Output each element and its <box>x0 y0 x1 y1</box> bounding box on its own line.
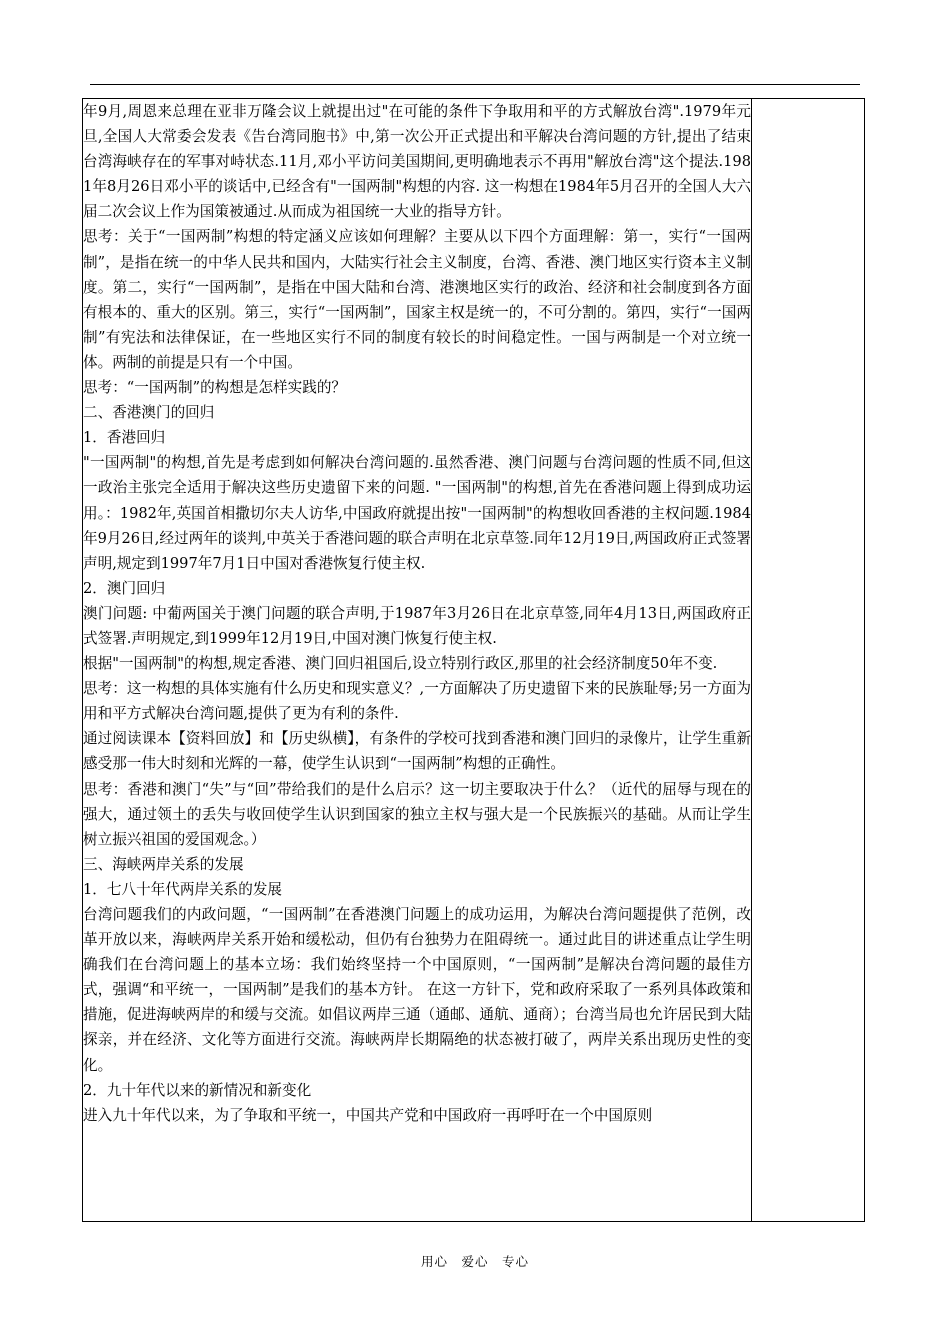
paragraph-think-lessons: 思考：香港和澳门“失”与“回”带给我们的是什么启示？这一切主要取决于什么？（近代的屈辱与现在的强大，通过领土的丢失与收回使学生认识到国家的独立主权与强大是一个民族振兴的基础。从而让学生树立振兴祖国的爱国观念。） <box>83 780 751 848</box>
section-heading-cross-strait: 三、海峡两岸关系的发展 <box>83 855 244 873</box>
page-footer: 用心 爱心 专心 <box>420 1254 529 1269</box>
paragraph-think-one-country-meaning: 思考：关于“一国两制”构想的特定涵义应该如何理解？主要从以下四个方面理解：第一，实行“一国两制”，是指在统一的中华人民共和国内，大陆实行社会主义制度，台湾、香港、澳门地区实行资本主义制度。第二，实行“一国两制”，是指在中国大陆和台湾、港澳地区实行的政治、经济和社会制度到各方面有根本的、重大的区别。第三，实行“一国两制”，国家主权是统一的，不可分割的。第四，实行“一国两制”有宪法和法律保证，在一些地区实行不同的制度有较长的时间稳定性。一国与两制是一个对立统一体。两制的前提是只有一个中国。 <box>83 228 751 371</box>
subheading-hk-return: 1．香港回归 <box>83 429 166 447</box>
notes-cell <box>752 99 865 1222</box>
section-heading-hk-macau-return: 二、香港澳门的回归 <box>83 404 215 422</box>
paragraph-cross-strait-development: 台湾问题我们的内政问题，“一国两制”在香港澳门问题上的成功运用，为解决台湾问题提供了范例，改革开放以来，海峡两岸关系开始和缓松动，但仍有台独势力在阻碍统一。通过此目的讲述重点让学生明确我们在台湾问题上的基本立场：我们始终坚持一个中国原则，“一国两制”是解决台湾问题的最佳方式，强调“和平统一，一国两制”是我们的基本方针。 在这一方针下，党和政府采取了一系列具体政策和措施，促进海峡两岸的和缓与交流。如倡议两岸三通（通邮、通航、通商）；台湾当局也允许居民到大陆探亲，并在经济、文化等方面进行交流。海峡两岸长期隔绝的状态被打破了，两岸关系出现历史性的变化。 <box>83 906 751 1074</box>
paragraph-macau-issue: 澳门问题: 中葡两国关于澳门问题的联合声明,于1987年3月26日在北京草签,同年4月13日,两国政府正式签署.声明规定,到1999年12月19日,中国对澳门恢复行使主权. <box>83 604 751 647</box>
header-rule <box>90 84 860 85</box>
content-table <box>82 98 865 1222</box>
paragraph-think-significance: 思考：这一构想的具体实施有什么历史和现实意义？,一方面解决了历史遗留下来的民族耻辱;另一方面为用和平方式解决台湾问题,提供了更为有利的条件. <box>83 680 751 723</box>
paragraph-90s-intro: 进入九十年代以来，为了争取和平统一，中国共产党和中国政府一再呼吁在一个中国原则 <box>83 1106 653 1124</box>
subheading-70s-80s: 1．七八十年代两岸关系的发展 <box>83 880 283 898</box>
paragraph-hk-return: "一国两制"的构想,首先是考虑到如何解决台湾问题的.虽然香港、澳门问题与台湾问题的性质不同,但这一政治主张完全适用于解决这些历史遗留下来的问题. "一国两制"的构想,首先在香港问题上得到成功运用。：1982年,英国首相撒切尔夫人访华,中国政府就提出按"一国两制"的构想收回香港的主权问题.1984年9月26日,经过两年的谈判,中英关于香港问题的联合声明在北京草签.同年12月19日,两国政府正式签署声明,规定到1997年7月1日中国对香港恢复行使主权. <box>83 454 751 572</box>
table-row <box>83 99 865 1222</box>
main-content-cell <box>83 99 752 1222</box>
paragraph-sar-50-years: 根据"一国两制"的构想,规定香港、澳门回归祖国后,设立特别行政区,那里的社会经济制度50年不变. <box>83 655 718 673</box>
subheading-macau-return: 2．澳门回归 <box>83 579 166 597</box>
paragraph-taiwan-policy-history: 年9月,周恩来总理在亚非万隆会议上就提出过"在可能的条件下争取用和平的方式解放台湾".1979年元旦,全国人大常委会发表《告台湾同胞书》中,第一次公开正式提出和平解决台湾问题的方针,提出了结束台湾海峡存在的军事对峙状态.11月,邓小平访问美国期间,更明确地表示不再用"解放台湾"这个提法.1981年8月26日邓小平的谈话中,已经含有"一国两制"构想的内容. 这一构想在1984年5月召开的全国人大六届二次会议上作为国策被通过.从而成为祖国统一大业的指导方针。 <box>83 103 751 221</box>
paragraph-reading-materials: 通过阅读课本【资料回放】和【历史纵横】，有条件的学校可找到香港和澳门回归的录像片，让学生重新感受那一伟大时刻和光辉的一幕，使学生认识到“一国两制”构想的正确性。 <box>83 730 751 773</box>
subheading-90s-changes: 2．九十年代以来的新情况和新变化 <box>83 1081 312 1099</box>
paragraph-think-practice: 思考：“一国两制”的构想是怎样实践的？ <box>83 379 347 397</box>
